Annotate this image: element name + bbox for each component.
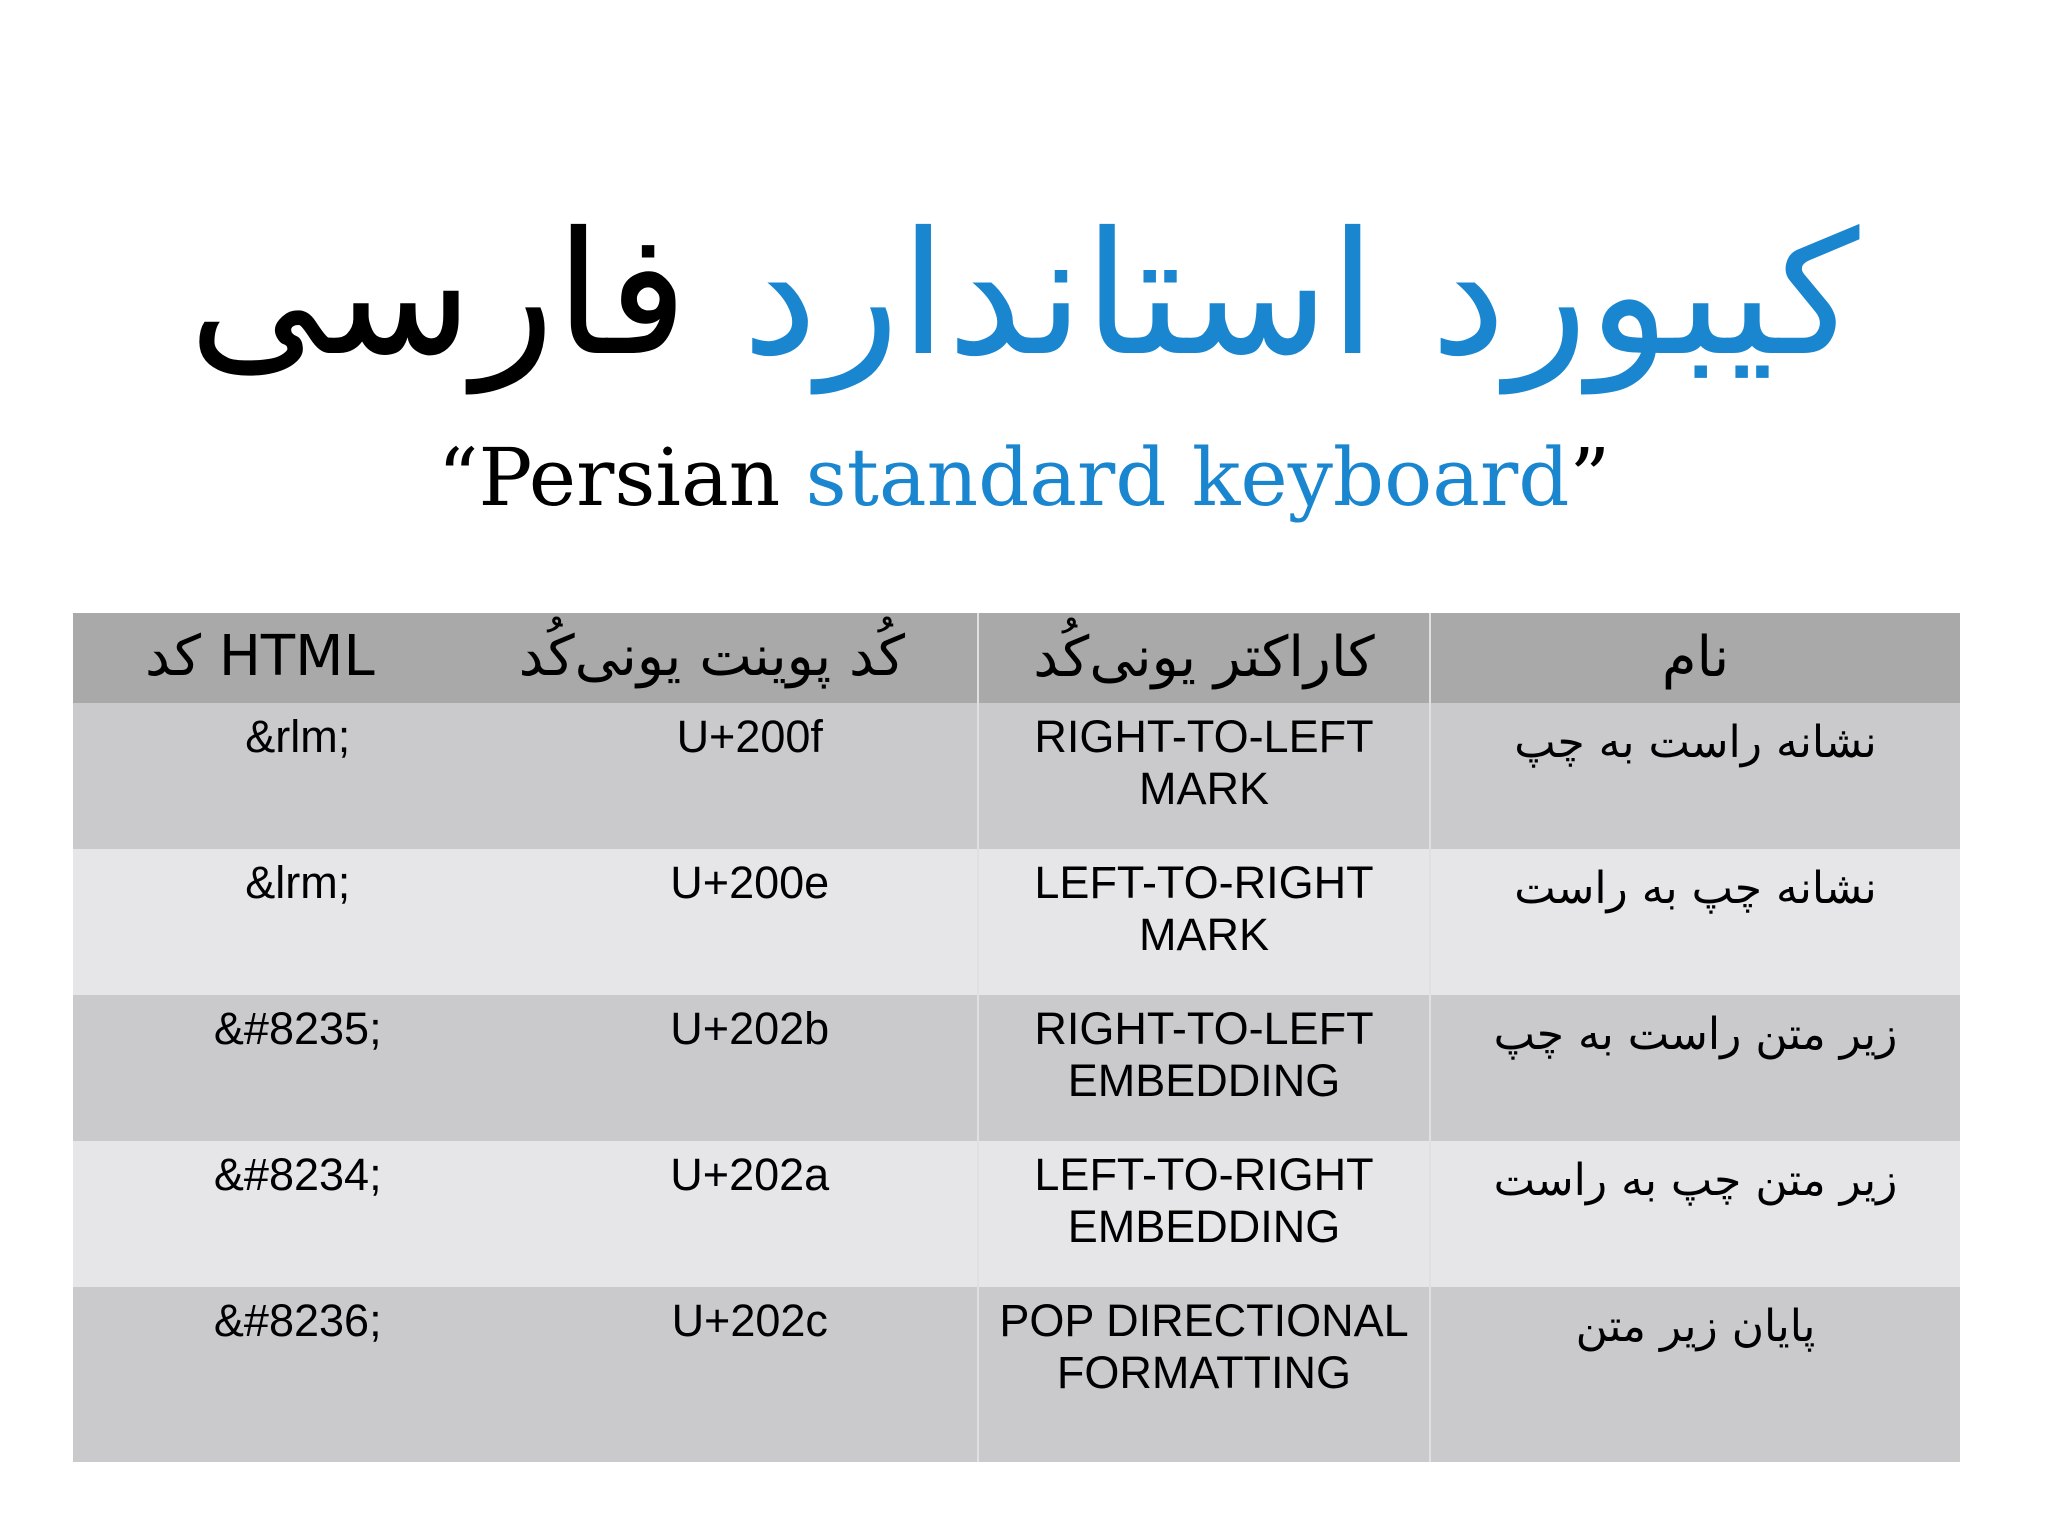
- header-codes-cell: [73, 613, 978, 703]
- codes-cell: [73, 1287, 978, 1462]
- table-row: [73, 1141, 1960, 1287]
- table-row: [73, 995, 1960, 1141]
- unicode-codepoint: U+202a: [670, 1149, 830, 1200]
- character-name: POP DIRECTIONAL FORMATTING: [978, 1287, 1430, 1462]
- table-header-row: [73, 613, 1960, 703]
- persian-name: زیر متن چپ به راست: [1430, 1141, 1960, 1287]
- persian-name: نشانه راست به چپ: [1430, 703, 1960, 849]
- table-row: [73, 703, 1960, 849]
- html-entity: &rlm;: [245, 711, 351, 762]
- codes-cell: [73, 995, 978, 1141]
- title-accent-text: کیبورد استاندارد: [741, 196, 1860, 394]
- persian-name: زیر متن راست به چپ: [1430, 995, 1960, 1141]
- slide-subtitle: [0, 428, 2048, 528]
- bidi-control-table: [73, 613, 1960, 1462]
- character-name: LEFT-TO-RIGHT MARK: [978, 849, 1430, 995]
- html-entity: &#8234;: [213, 1149, 382, 1200]
- slide-title: [0, 185, 2048, 405]
- subtitle-close-quote: ”: [1569, 431, 1611, 524]
- codes-cell: [73, 849, 978, 995]
- unicode-codepoint: U+200e: [670, 857, 830, 908]
- subtitle-accent-text: standard keyboard: [805, 431, 1570, 524]
- unicode-codepoint: U+202b: [670, 1003, 830, 1054]
- header-character: کاراکتر یونی‌کُد: [978, 613, 1430, 703]
- html-entity: &#8235;: [213, 1003, 382, 1054]
- character-name: RIGHT-TO-LEFT EMBEDDING: [978, 995, 1430, 1141]
- table-row: [73, 849, 1960, 995]
- html-entity: &#8236;: [213, 1295, 382, 1346]
- table-row: [73, 1287, 1960, 1462]
- header-code-point: کُد پوینت یونی‌کُد: [518, 624, 906, 689]
- header-name: نام: [1430, 613, 1960, 703]
- html-entity: &lrm;: [245, 857, 351, 908]
- title-plain-text: فارسی: [188, 196, 688, 394]
- character-name: LEFT-TO-RIGHT EMBEDDING: [978, 1141, 1430, 1287]
- bidi-table-container: [73, 613, 1960, 1462]
- codes-cell: [73, 1141, 978, 1287]
- unicode-codepoint: U+200f: [676, 711, 823, 762]
- persian-name: نشانه چپ به راست: [1430, 849, 1960, 995]
- character-name: RIGHT-TO-LEFT MARK: [978, 703, 1430, 849]
- header-html-code: HTML کد: [144, 624, 375, 689]
- persian-name: پایان زیر متن: [1430, 1287, 1960, 1462]
- codes-cell: [73, 703, 978, 849]
- subtitle-open-text: “Persian: [437, 431, 806, 524]
- unicode-codepoint: U+202c: [671, 1295, 828, 1346]
